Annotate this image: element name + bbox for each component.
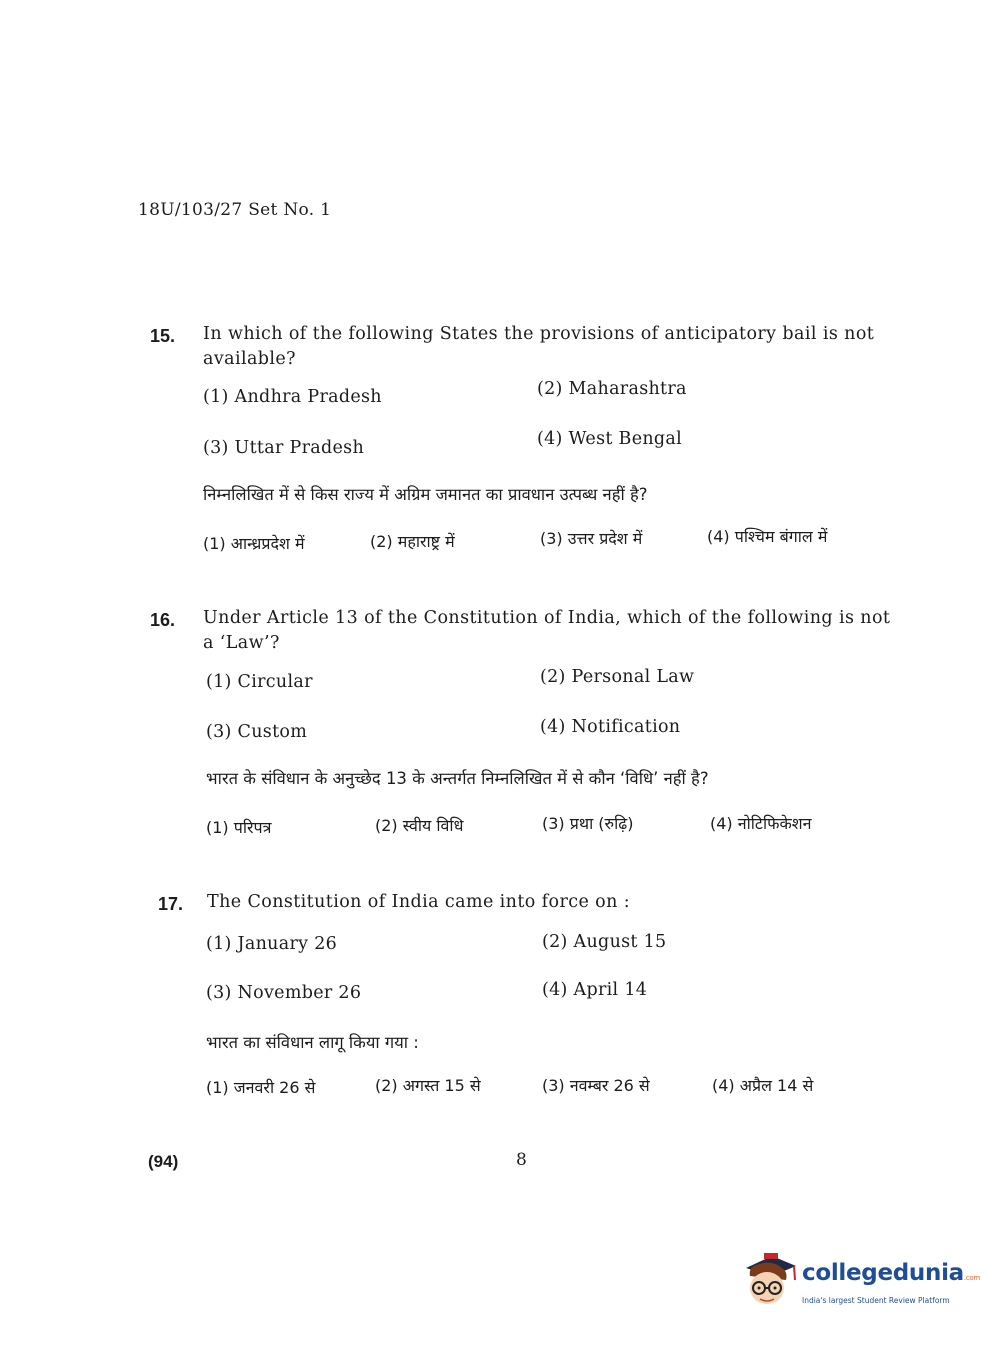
- option-3-hi: (3) उत्तर प्रदेश में: [540, 529, 643, 548]
- question-number: 16.: [150, 610, 176, 630]
- question-text-hi: भारत का संविधान लागू किया गया :: [206, 1033, 419, 1052]
- question-text-en: Under Article 13 of the Constitution of India, which of the following is not a ‘Law’?: [203, 608, 891, 653]
- student-mascot-icon: [742, 1250, 798, 1310]
- question-text-hi: निम्नलिखित में से किस राज्य में अग्रिम जमानत का प्रावधान उत्पब्ध नहीं है?: [203, 485, 648, 504]
- question-text-hi: भारत के संविधान के अनुच्छेद 13 के अन्तर्गत निम्नलिखित में से कौन ‘विधि’ नहीं है?: [206, 769, 709, 788]
- option-2-hi: (2) स्वीय विधि: [375, 816, 464, 835]
- option-1-hi: (1) परिपत्र: [206, 818, 272, 837]
- option-1-hi: (1) जनवरी 26 से: [206, 1078, 316, 1097]
- question-text-en: The Constitution of India came into force on :: [207, 892, 631, 912]
- option-3-hi: (3) नवम्बर 26 से: [542, 1076, 650, 1095]
- option-4-hi: (4) पश्चिम बंगाल में: [707, 527, 828, 546]
- option-4-hi: (4) नोटिफिकेशन: [710, 814, 812, 833]
- brand-tagline: India's largest Student Review Platform: [802, 1296, 950, 1305]
- option-4-en: (4) Notification: [540, 717, 681, 737]
- question-16: [150, 606, 910, 842]
- collegedunia-logo: [742, 1250, 980, 1312]
- question-number: 15.: [150, 326, 176, 346]
- option-3-en: (3) Uttar Pradesh: [203, 438, 365, 458]
- question-17: [150, 890, 910, 1105]
- option-3-en: (3) November 26: [206, 983, 362, 1003]
- question-15: [150, 322, 910, 552]
- option-3-en: (3) Custom: [206, 722, 308, 742]
- brand-suffix: .com: [963, 1274, 980, 1282]
- question-text-en: In which of the following States the provisions of anticipatory bail is not available?: [203, 324, 875, 369]
- option-4-en: (4) West Bengal: [537, 429, 683, 449]
- option-2-hi: (2) अगस्त 15 से: [375, 1076, 481, 1095]
- option-1-hi: (1) आन्ध्रप्रदेश में: [203, 534, 305, 553]
- option-2-hi: (2) महाराष्ट्र में: [370, 532, 455, 551]
- paper-code: 18U/103/27 Set No. 1: [138, 200, 332, 220]
- option-2-en: (2) August 15: [542, 932, 667, 952]
- option-1-en: (1) Andhra Pradesh: [203, 387, 382, 407]
- option-1-en: (1) January 26: [206, 934, 338, 954]
- option-4-hi: (4) अप्रैल 14 से: [712, 1076, 814, 1095]
- question-number: 17.: [158, 894, 184, 914]
- option-1-en: (1) Circular: [206, 672, 313, 692]
- option-3-hi: (3) प्रथा (रुढ़ि): [542, 814, 634, 833]
- brand-name: [802, 1260, 980, 1286]
- brand-text: collegedunia: [802, 1260, 964, 1286]
- option-2-en: (2) Personal Law: [540, 667, 695, 687]
- option-4-en: (4) April 14: [542, 980, 648, 1000]
- booklet-code: (94): [148, 1152, 179, 1171]
- option-2-en: (2) Maharashtra: [537, 379, 687, 399]
- page-number: 8: [516, 1150, 527, 1170]
